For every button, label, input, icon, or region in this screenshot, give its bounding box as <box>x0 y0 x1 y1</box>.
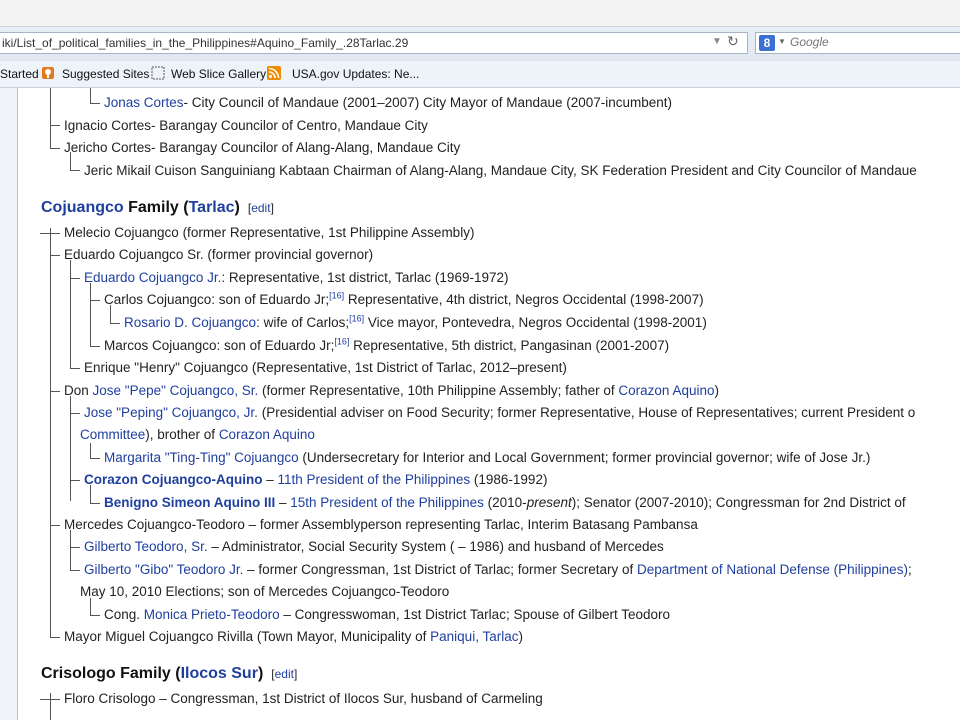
address-bar[interactable]: iki/List_of_political_families_in_the_Philippines#Aquino_Family_.28Tarlac.29 <box>0 32 748 54</box>
link-tarlac[interactable]: Tarlac <box>188 199 235 216</box>
edit-section-crisologo[interactable]: edit <box>274 667 294 681</box>
tree-line <box>40 699 60 700</box>
ref-link[interactable]: [16] <box>349 313 365 324</box>
tree-item-ignacio-cortes: Ignacio Cortes- Barangay Councilor of Centro, Mandaue City <box>64 118 428 133</box>
link-ilocos-sur[interactable]: Ilocos Sur <box>180 665 258 682</box>
navigation-toolbar <box>0 26 960 61</box>
tree-item-gilberto-sr: Gilberto Teodoro, Sr. – Administrator, Social Security System ( – 1986) and husband of Mercedes <box>84 539 664 554</box>
link-margarita[interactable]: Margarita "Ting-Ting" Cojuangco <box>104 450 299 465</box>
tree-line <box>50 255 60 256</box>
link-jonas-cortes[interactable]: Jonas Cortes <box>104 95 184 110</box>
tree-item-eduardo-sr: Eduardo Cojuangco Sr. (former provincial governor) <box>64 247 374 262</box>
tree-item-jeric-cortes: Jeric Mikail Cuison Sanguiniang Kabtaan Chairman of Alang-Alang, Mandaue City, SK Federation President and City Councilor of Mandaue <box>84 163 917 178</box>
tree-line <box>50 637 60 638</box>
tree-item-eduardo-jr: Eduardo Cojuangco Jr.: Representative, 1st district, Tarlac (1969-1972) <box>84 270 509 285</box>
tree-line <box>90 443 91 458</box>
tree-line <box>90 103 100 104</box>
tree-line <box>90 300 100 301</box>
tree-line <box>70 413 80 414</box>
tree-item-jose-pepe: Don Jose "Pepe" Cojuangco, Sr. (former Representative, 10th Philippine Assembly; father of Corazon Aquino) <box>64 383 719 398</box>
tree-line <box>70 570 80 571</box>
tree-line <box>70 368 80 369</box>
bookmark-getting-started[interactable]: Started <box>0 67 39 81</box>
link-corazon-aquino-2[interactable]: Corazon Aquino <box>218 427 315 442</box>
url-dropdown-icon[interactable]: ▼ <box>712 36 722 47</box>
tree-item-mercedes: Mercedes Cojuangco-Teodoro – former Assemblyperson representing Tarlac, Interim Batasang Pambansa <box>64 517 698 532</box>
tree-item-benigno: Benigno Simeon Aquino III – 15th President of the Philippines (2010-present); Senator (2007-2010); Congressman for 2nd District of <box>104 495 906 510</box>
tree-line <box>90 503 100 504</box>
tree-item-melecio: Melecio Cojuangco (former Representative, 1st Philippine Assembly) <box>64 225 475 240</box>
web-slice-icon <box>151 66 165 80</box>
tree-line <box>50 148 60 149</box>
bookmark-web-slice-gallery[interactable]: Web Slice Gallery <box>171 67 267 81</box>
tree-item-jonas-cortes: Jonas Cortes- City Council of Mandaue (2001–2007) City Mayor of Mandaue (2007-incumbent) <box>104 95 673 110</box>
search-box[interactable] <box>755 32 960 54</box>
link-eduardo-jr[interactable]: Eduardo Cojuangco Jr. <box>84 270 222 285</box>
tree-item-marcos: Marcos Cojuangco: son of Eduardo Jr;[16] Representative, 5th district, Pangasinan (2001-2007) <box>104 336 670 353</box>
link-gibo-teodoro[interactable]: Gilberto "Gibo" Teodoro Jr. <box>84 562 244 577</box>
section-heading-crisologo: Crisologo Family (Ilocos Sur) [edit] <box>41 665 298 682</box>
section-heading-cojuangco: Cojuangco Family (Tarlac) [edit] <box>41 199 274 216</box>
tree-item-gibo-cont: May 10, 2010 Elections; son of Mercedes Cojuangco-Teodoro <box>80 584 450 599</box>
link-corazon-aquino[interactable]: Corazon Aquino <box>618 383 715 398</box>
link-corazon-cojuangco-aquino[interactable]: Corazon Cojuangco-Aquino <box>84 472 263 487</box>
reload-icon[interactable]: ↻ <box>727 33 739 49</box>
tree-line <box>90 458 100 459</box>
tree-line <box>70 278 80 279</box>
tree-line <box>90 88 91 103</box>
tree-line <box>50 693 51 720</box>
link-jose-peping[interactable]: Jose "Peping" Cojuangco, Jr. <box>84 405 258 420</box>
tree-line <box>70 480 80 481</box>
tree-line <box>50 525 60 526</box>
link-11th-president[interactable]: 11th President of the Philippines <box>277 472 471 487</box>
tree-line <box>50 228 51 637</box>
bookmark-usagov-updates[interactable]: USA.gov Updates: Ne... <box>292 67 420 81</box>
tree-item-rosario: Rosario D. Cojuangco: wife of Carlos;[16] Vice mayor, Pontevedra, Negros Occidental (1998-2001) <box>124 313 707 330</box>
tree-line <box>90 346 100 347</box>
tree-line <box>50 125 60 126</box>
tree-item-gibo: Gilberto "Gibo" Teodoro Jr. – former Congressman, 1st District of Tarlac; former Secretary of Department of National Defense (Philippines); <box>84 562 912 577</box>
search-engine-icon[interactable]: 8 <box>759 35 775 51</box>
bookmark-suggested-sites[interactable]: Suggested Sites <box>62 67 150 81</box>
search-engine-caret-icon[interactable]: ▼ <box>778 37 786 46</box>
rss-feed-icon <box>267 66 281 80</box>
link-department-national-defense[interactable]: Department of National Defense (Philippines) <box>637 562 908 577</box>
tree-item-miguel: Mayor Miguel Cojuangco Rivilla (Town Mayor, Municipality of Paniqui, Tarlac) <box>64 629 523 644</box>
tree-line <box>90 283 91 346</box>
tree-line <box>50 391 60 392</box>
tree-line <box>50 88 51 148</box>
page-left-margin <box>0 88 17 720</box>
link-jose-pepe[interactable]: Jose "Pepe" Cojuangco, Sr. <box>92 383 259 398</box>
tree-item-jose-peping-cont: Committee), brother of Corazon Aquino <box>80 427 315 442</box>
link-committee[interactable]: Committee <box>80 427 146 442</box>
edit-section-cojuangco[interactable]: edit <box>251 201 271 215</box>
tree-line <box>90 615 100 616</box>
link-benigno-aquino[interactable]: Benigno Simeon Aquino III <box>104 495 276 510</box>
tree-item-margarita: Margarita "Ting-Ting" Cojuangco (Undersecretary for Interior and Local Government; former provincial governor; wife of Jose Jr.) <box>104 450 871 465</box>
link-gilberto-sr[interactable]: Gilberto Teodoro, Sr. <box>84 539 208 554</box>
link-monica-prieto-teodoro[interactable]: Monica Prieto-Teodoro <box>143 607 280 622</box>
tree-line <box>70 396 71 501</box>
tree-line <box>70 260 71 368</box>
tree-item-carlos: Carlos Cojuangco: son of Eduardo Jr;[16] Representative, 4th district, Negros Occidental (1998-2007) <box>104 290 704 307</box>
tree-line <box>40 233 60 234</box>
search-placeholder: Google <box>790 35 829 49</box>
tree-item-enrique: Enrique "Henry" Cojuangco (Representative, 1st District of Tarlac, 2012–present) <box>84 360 567 375</box>
tree-line <box>110 323 120 324</box>
tree-item-jericho-cortes: Jericho Cortes- Barangay Councilor of Alang-Alang, Mandaue City <box>64 140 461 155</box>
bookmarks-bar <box>0 61 960 88</box>
link-paniqui-tarlac[interactable]: Paniqui, Tarlac <box>430 629 519 644</box>
link-15th-president[interactable]: 15th President of the Philippines <box>290 495 484 510</box>
tree-item-floro: Floro Crisologo – Congressman, 1st District of Ilocos Sur, husband of Carmeling <box>64 691 543 706</box>
suggested-sites-icon <box>41 66 55 80</box>
link-rosario[interactable]: Rosario D. Cojuangco <box>124 315 257 330</box>
tree-line <box>70 170 80 171</box>
ref-link[interactable]: [16] <box>329 290 345 301</box>
link-cojuangco[interactable]: Cojuangco <box>41 199 124 216</box>
ref-link[interactable]: [16] <box>334 336 350 347</box>
tree-line <box>70 547 80 548</box>
window-top-strip <box>0 0 960 26</box>
tree-line <box>70 530 71 570</box>
tree-item-jose-peping: Jose "Peping" Cojuangco, Jr. (Presidential adviser on Food Security; former Representative, House of Representatives; current President o <box>84 405 916 420</box>
article-content <box>17 88 960 720</box>
tree-item-monica: Cong. Monica Prieto-Teodoro – Congresswoman, 1st District Tarlac; Spouse of Gilbert Teodoro <box>104 607 671 622</box>
tree-item-corazon: Corazon Cojuangco-Aquino – 11th President of the Philippines (1986-1992) <box>84 472 548 487</box>
